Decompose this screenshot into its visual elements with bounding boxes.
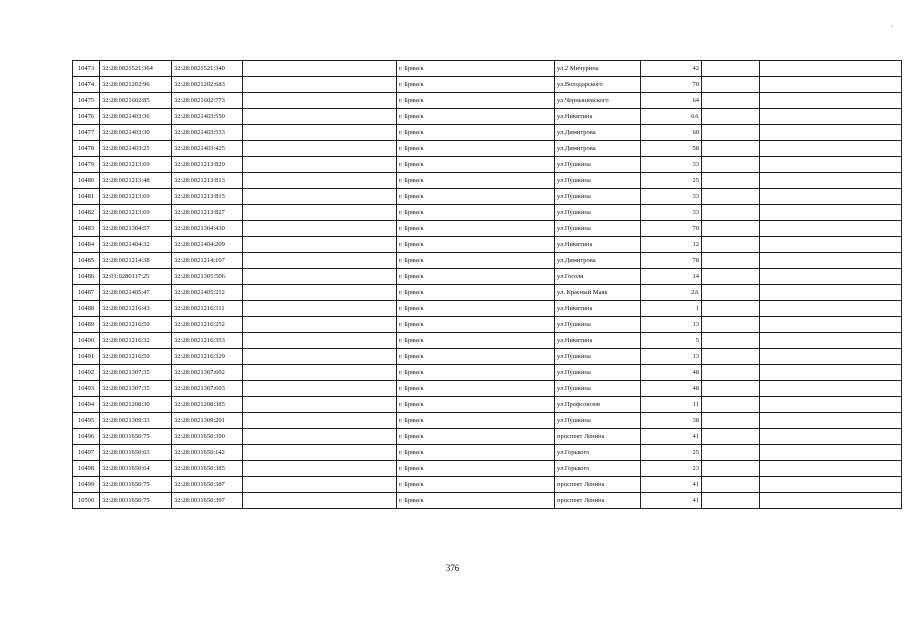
empty-cell — [702, 61, 760, 77]
cadastral-number-cell: 32:28:0021213:69 — [100, 157, 172, 173]
empty-cell — [760, 205, 902, 221]
house-number-cell: 14 — [641, 269, 702, 285]
city-cell: г. Брянск — [397, 93, 555, 109]
row-id-cell: 10488 — [73, 301, 100, 317]
empty-cell — [702, 253, 760, 269]
street-cell: ул.Пушкина — [555, 317, 641, 333]
cadastral-number-cell: 32:28:0021214:38 — [100, 253, 172, 269]
city-cell: г. Брянск — [397, 381, 555, 397]
city-cell: г. Брянск — [397, 237, 555, 253]
house-number-cell: 60 — [641, 125, 702, 141]
empty-cell — [760, 109, 902, 125]
cadastral-number-cell: 32:28:0031650:64 — [100, 461, 172, 477]
row-id-cell: 10491 — [73, 349, 100, 365]
scan-edge-mark: · — [890, 22, 893, 31]
page-number: 376 — [445, 563, 460, 573]
object-cadastral-number-cell: 32:28:0021403:425 — [172, 141, 243, 157]
cadastral-number-cell: 32:28:0021307:35 — [100, 365, 172, 381]
empty-cell — [702, 125, 760, 141]
empty-cell — [760, 461, 902, 477]
city-cell: г. Брянск — [397, 189, 555, 205]
table-row — [73, 253, 902, 269]
object-cadastral-number-cell: 32:28:0021405:212 — [172, 285, 243, 301]
empty-cell — [702, 141, 760, 157]
city-cell: г. Брянск — [397, 205, 555, 221]
object-cadastral-number-cell: 32:28:0021403:533 — [172, 125, 243, 141]
house-number-cell: 78 — [641, 253, 702, 269]
city-cell: г. Брянск — [397, 445, 555, 461]
house-number-cell: 48 — [641, 381, 702, 397]
empty-cell — [760, 397, 902, 413]
house-number-cell: 25 — [641, 173, 702, 189]
table-row — [73, 141, 902, 157]
object-cadastral-number-cell: 32:28:0021404:209 — [172, 237, 243, 253]
empty-cell — [702, 381, 760, 397]
empty-cell — [243, 365, 397, 381]
table-row — [73, 109, 902, 125]
object-cadastral-number-cell: 32:28:0021309:291 — [172, 413, 243, 429]
cadastral-number-cell: 32:28:0021216:32 — [100, 333, 172, 349]
table-body — [73, 61, 902, 509]
empty-cell — [760, 77, 902, 93]
house-number-cell: 42 — [641, 61, 702, 77]
street-cell: ул.2 Мичурина — [555, 61, 641, 77]
object-cadastral-number-cell: 32:28:0021521:340 — [172, 61, 243, 77]
table-row — [73, 461, 902, 477]
street-cell: ул.Пушкина — [555, 189, 641, 205]
cadastral-number-cell: 32:28:0021213:69 — [100, 189, 172, 205]
city-cell: г. Брянск — [397, 365, 555, 381]
object-cadastral-number-cell: 32:28:0021213:813 — [172, 173, 243, 189]
empty-cell — [760, 253, 902, 269]
table-row — [73, 381, 902, 397]
row-id-cell: 10473 — [73, 61, 100, 77]
house-number-cell: 70 — [641, 77, 702, 93]
empty-cell — [243, 413, 397, 429]
city-cell: г. Брянск — [397, 125, 555, 141]
empty-cell — [760, 317, 902, 333]
row-id-cell: 10483 — [73, 221, 100, 237]
city-cell: г. Брянск — [397, 461, 555, 477]
house-number-cell: 41 — [641, 477, 702, 493]
row-id-cell: 10486 — [73, 269, 100, 285]
object-cadastral-number-cell: 32:28:0021202:683 — [172, 77, 243, 93]
cadastral-number-cell: 32:28:0021216:50 — [100, 317, 172, 333]
street-cell: ул.Димитрова — [555, 141, 641, 157]
street-cell: проспект Ленина — [555, 429, 641, 445]
street-cell: проспект Ленина — [555, 477, 641, 493]
empty-cell — [760, 221, 902, 237]
row-id-cell: 10474 — [73, 77, 100, 93]
row-id-cell: 10478 — [73, 141, 100, 157]
empty-cell — [243, 205, 397, 221]
empty-cell — [760, 477, 902, 493]
cadastral-number-cell: 32:28:0021403:25 — [100, 141, 172, 157]
empty-cell — [702, 413, 760, 429]
empty-cell — [760, 301, 902, 317]
object-cadastral-number-cell: 32:28:0021208:385 — [172, 397, 243, 413]
city-cell: г. Брянск — [397, 301, 555, 317]
row-id-cell: 10499 — [73, 477, 100, 493]
table-row — [73, 189, 902, 205]
city-cell: г. Брянск — [397, 173, 555, 189]
cadastral-number-cell: 32:28:0031650:75 — [100, 429, 172, 445]
street-cell: ул.Горького — [555, 445, 641, 461]
empty-cell — [760, 349, 902, 365]
object-cadastral-number-cell: 32:28:0021307:602 — [172, 365, 243, 381]
street-cell: ул.Гоголя — [555, 269, 641, 285]
row-id-cell: 10492 — [73, 365, 100, 381]
empty-cell — [702, 365, 760, 381]
city-cell: г. Брянск — [397, 61, 555, 77]
object-cadastral-number-cell: 32:28:0021213:827 — [172, 205, 243, 221]
city-cell: г. Брянск — [397, 285, 555, 301]
object-cadastral-number-cell: 32:28:0021214:107 — [172, 253, 243, 269]
table-row — [73, 93, 902, 109]
row-id-cell: 10476 — [73, 109, 100, 125]
house-number-cell: 38 — [641, 413, 702, 429]
empty-cell — [243, 285, 397, 301]
object-cadastral-number-cell: 32:28:0031650:142 — [172, 445, 243, 461]
row-id-cell: 10493 — [73, 381, 100, 397]
table-row — [73, 493, 902, 509]
street-cell: ул.Никитина — [555, 333, 641, 349]
empty-cell — [243, 77, 397, 93]
object-cadastral-number-cell: 32:28:0021216:252 — [172, 317, 243, 333]
empty-cell — [702, 109, 760, 125]
empty-cell — [702, 301, 760, 317]
cadastral-number-cell: 32:28:0021403:36 — [100, 109, 172, 125]
table-row — [73, 173, 902, 189]
table-row — [73, 349, 902, 365]
empty-cell — [243, 253, 397, 269]
empty-cell — [760, 381, 902, 397]
cadastral-number-cell: 32:28:0021216:43 — [100, 301, 172, 317]
empty-cell — [702, 173, 760, 189]
row-id-cell: 10475 — [73, 93, 100, 109]
row-id-cell: 10498 — [73, 461, 100, 477]
empty-cell — [760, 429, 902, 445]
empty-cell — [243, 445, 397, 461]
house-number-cell: 25 — [641, 445, 702, 461]
table-row — [73, 477, 902, 493]
empty-cell — [702, 397, 760, 413]
cadastral-number-cell: 32:28:0021405:47 — [100, 285, 172, 301]
empty-cell — [702, 317, 760, 333]
street-cell: проспект Ленина — [555, 493, 641, 509]
street-cell: ул.Димитрова — [555, 125, 641, 141]
house-number-cell: 33 — [641, 205, 702, 221]
table-row — [73, 285, 902, 301]
object-cadastral-number-cell: 32:28:0021304:430 — [172, 221, 243, 237]
row-id-cell: 10481 — [73, 189, 100, 205]
house-number-cell: 48 — [641, 365, 702, 381]
table-row — [73, 365, 902, 381]
cadastral-number-cell: 32:28:0021216:50 — [100, 349, 172, 365]
street-cell: ул.Димитрова — [555, 253, 641, 269]
empty-cell — [243, 237, 397, 253]
street-cell: ул.Профсоюзов — [555, 397, 641, 413]
object-cadastral-number-cell: 32:28:0021403:550 — [172, 109, 243, 125]
house-number-cell: 2А — [641, 285, 702, 301]
cadastral-table — [72, 60, 902, 509]
table-row — [73, 237, 902, 253]
empty-cell — [702, 445, 760, 461]
city-cell: г. Брянск — [397, 157, 555, 173]
empty-cell — [760, 333, 902, 349]
street-cell: ул.Пушкина — [555, 205, 641, 221]
house-number-cell: 13 — [641, 349, 702, 365]
house-number-cell: 6А — [641, 109, 702, 125]
row-id-cell: 10489 — [73, 317, 100, 333]
city-cell: г. Брянск — [397, 141, 555, 157]
empty-cell — [760, 493, 902, 509]
empty-cell — [702, 77, 760, 93]
table-row — [73, 61, 902, 77]
street-cell: ул.Пушкина — [555, 221, 641, 237]
row-id-cell: 10495 — [73, 413, 100, 429]
city-cell: г. Брянск — [397, 77, 555, 93]
city-cell: г. Брянск — [397, 269, 555, 285]
row-id-cell: 10479 — [73, 157, 100, 173]
object-cadastral-number-cell: 32:28:0031650:390 — [172, 429, 243, 445]
house-number-cell: 5 — [641, 333, 702, 349]
house-number-cell: 33 — [641, 157, 702, 173]
cadastral-number-cell: 32:28:0021213:48 — [100, 173, 172, 189]
object-cadastral-number-cell: 32:28:0021307:603 — [172, 381, 243, 397]
house-number-cell: 41 — [641, 493, 702, 509]
house-number-cell: 11 — [641, 397, 702, 413]
street-cell: ул.Никитина — [555, 301, 641, 317]
cadastral-number-cell: 32:28:0021404:32 — [100, 237, 172, 253]
house-number-cell: 1 — [641, 301, 702, 317]
table-row — [73, 301, 902, 317]
cadastral-number-cell: 32:28:0021602:85 — [100, 93, 172, 109]
house-number-cell: 64 — [641, 93, 702, 109]
cadastral-number-cell: 32:28:0021309:33 — [100, 413, 172, 429]
empty-cell — [243, 349, 397, 365]
cadastral-number-cell: 32:28:0021202:96 — [100, 77, 172, 93]
house-number-cell: 58 — [641, 141, 702, 157]
object-cadastral-number-cell: 32:28:0021305:506 — [172, 269, 243, 285]
cadastral-number-cell: 32:28:0021307:35 — [100, 381, 172, 397]
empty-cell — [760, 445, 902, 461]
empty-cell — [702, 93, 760, 109]
house-number-cell: 70 — [641, 221, 702, 237]
city-cell: г. Брянск — [397, 349, 555, 365]
cadastral-number-cell: 32:28:0031650:75 — [100, 493, 172, 509]
cadastral-number-cell: 32:28:0021403:30 — [100, 125, 172, 141]
empty-cell — [243, 109, 397, 125]
empty-cell — [702, 221, 760, 237]
empty-cell — [702, 205, 760, 221]
object-cadastral-number-cell: 32:28:0021216:311 — [172, 301, 243, 317]
empty-cell — [702, 461, 760, 477]
empty-cell — [243, 269, 397, 285]
object-cadastral-number-cell: 32:28:0021213:815 — [172, 189, 243, 205]
empty-cell — [760, 237, 902, 253]
table-row — [73, 77, 902, 93]
empty-cell — [760, 141, 902, 157]
row-id-cell: 10480 — [73, 173, 100, 189]
object-cadastral-number-cell: 32:28:0021602:773 — [172, 93, 243, 109]
empty-cell — [760, 269, 902, 285]
empty-cell — [243, 317, 397, 333]
empty-cell — [760, 285, 902, 301]
street-cell: ул.Чернышевского — [555, 93, 641, 109]
empty-cell — [243, 173, 397, 189]
empty-cell — [760, 61, 902, 77]
row-id-cell: 10487 — [73, 285, 100, 301]
street-cell: ул.Пушкина — [555, 365, 641, 381]
empty-cell — [243, 397, 397, 413]
empty-cell — [243, 189, 397, 205]
house-number-cell: 12 — [641, 237, 702, 253]
object-cadastral-number-cell: 32:28:0021216:329 — [172, 349, 243, 365]
empty-cell — [243, 221, 397, 237]
empty-cell — [760, 93, 902, 109]
row-id-cell: 10497 — [73, 445, 100, 461]
empty-cell — [243, 461, 397, 477]
table-row — [73, 205, 902, 221]
empty-cell — [243, 157, 397, 173]
city-cell: г. Брянск — [397, 333, 555, 349]
empty-cell — [760, 125, 902, 141]
table-row — [73, 157, 902, 173]
empty-cell — [760, 413, 902, 429]
empty-cell — [760, 365, 902, 381]
city-cell: г. Брянск — [397, 397, 555, 413]
empty-cell — [243, 93, 397, 109]
city-cell: г. Брянск — [397, 429, 555, 445]
row-id-cell: 10496 — [73, 429, 100, 445]
house-number-cell: 23 — [641, 461, 702, 477]
table-row — [73, 221, 902, 237]
empty-cell — [243, 141, 397, 157]
row-id-cell: 10482 — [73, 205, 100, 221]
row-id-cell: 10477 — [73, 125, 100, 141]
table-row — [73, 445, 902, 461]
table-row — [73, 397, 902, 413]
street-cell: ул.Пушкина — [555, 413, 641, 429]
street-cell: ул.Пушкина — [555, 381, 641, 397]
city-cell: г. Брянск — [397, 413, 555, 429]
empty-cell — [243, 477, 397, 493]
empty-cell — [243, 429, 397, 445]
table-row — [73, 413, 902, 429]
empty-cell — [702, 493, 760, 509]
cadastral-number-cell: 32:28:0021213:69 — [100, 205, 172, 221]
row-id-cell: 10490 — [73, 333, 100, 349]
empty-cell — [243, 493, 397, 509]
city-cell: г. Брянск — [397, 477, 555, 493]
empty-cell — [760, 173, 902, 189]
empty-cell — [702, 477, 760, 493]
house-number-cell: 33 — [641, 189, 702, 205]
cadastral-number-cell: 32:28:0031650:63 — [100, 445, 172, 461]
empty-cell — [702, 189, 760, 205]
row-id-cell: 10484 — [73, 237, 100, 253]
empty-cell — [702, 429, 760, 445]
cadastral-number-cell: 32:28:0021208:30 — [100, 397, 172, 413]
city-cell: г. Брянск — [397, 221, 555, 237]
empty-cell — [702, 157, 760, 173]
cadastral-number-cell: 32:28:0031650:75 — [100, 477, 172, 493]
empty-cell — [760, 157, 902, 173]
table-row — [73, 125, 902, 141]
empty-cell — [243, 301, 397, 317]
empty-cell — [702, 333, 760, 349]
row-id-cell: 10485 — [73, 253, 100, 269]
house-number-cell: 13 — [641, 317, 702, 333]
row-id-cell: 10494 — [73, 397, 100, 413]
object-cadastral-number-cell: 32:28:0031650:397 — [172, 493, 243, 509]
street-cell: ул.Володарского — [555, 77, 641, 93]
street-cell: ул.Пушкина — [555, 349, 641, 365]
street-cell: ул.Горького — [555, 461, 641, 477]
city-cell: г. Брянск — [397, 317, 555, 333]
city-cell: г. Брянск — [397, 253, 555, 269]
table-row — [73, 317, 902, 333]
empty-cell — [702, 349, 760, 365]
table-row — [73, 429, 902, 445]
object-cadastral-number-cell: 32:28:0031650:387 — [172, 477, 243, 493]
street-cell: ул.Никитина — [555, 109, 641, 125]
empty-cell — [702, 285, 760, 301]
street-cell: ул.Пушкина — [555, 157, 641, 173]
empty-cell — [760, 189, 902, 205]
empty-cell — [702, 237, 760, 253]
object-cadastral-number-cell: 32:28:0021213:820 — [172, 157, 243, 173]
object-cadastral-number-cell: 32:28:0031650:385 — [172, 461, 243, 477]
table-row — [73, 269, 902, 285]
empty-cell — [243, 381, 397, 397]
house-number-cell: 41 — [641, 429, 702, 445]
cadastral-number-cell: 32:28:0021521:364 — [100, 61, 172, 77]
street-cell: ул.Никитина — [555, 237, 641, 253]
object-cadastral-number-cell: 32:28:0021216:353 — [172, 333, 243, 349]
street-cell: ул. Красный Маяк — [555, 285, 641, 301]
cadastral-number-cell: 32:01:0280117:25 — [100, 269, 172, 285]
table-row — [73, 333, 902, 349]
empty-cell — [243, 125, 397, 141]
cadastral-number-cell: 32:28:0021304:57 — [100, 221, 172, 237]
empty-cell — [243, 61, 397, 77]
city-cell: г. Брянск — [397, 493, 555, 509]
row-id-cell: 10500 — [73, 493, 100, 509]
city-cell: г. Брянск — [397, 109, 555, 125]
street-cell: ул.Пушкина — [555, 173, 641, 189]
empty-cell — [243, 333, 397, 349]
empty-cell — [702, 269, 760, 285]
